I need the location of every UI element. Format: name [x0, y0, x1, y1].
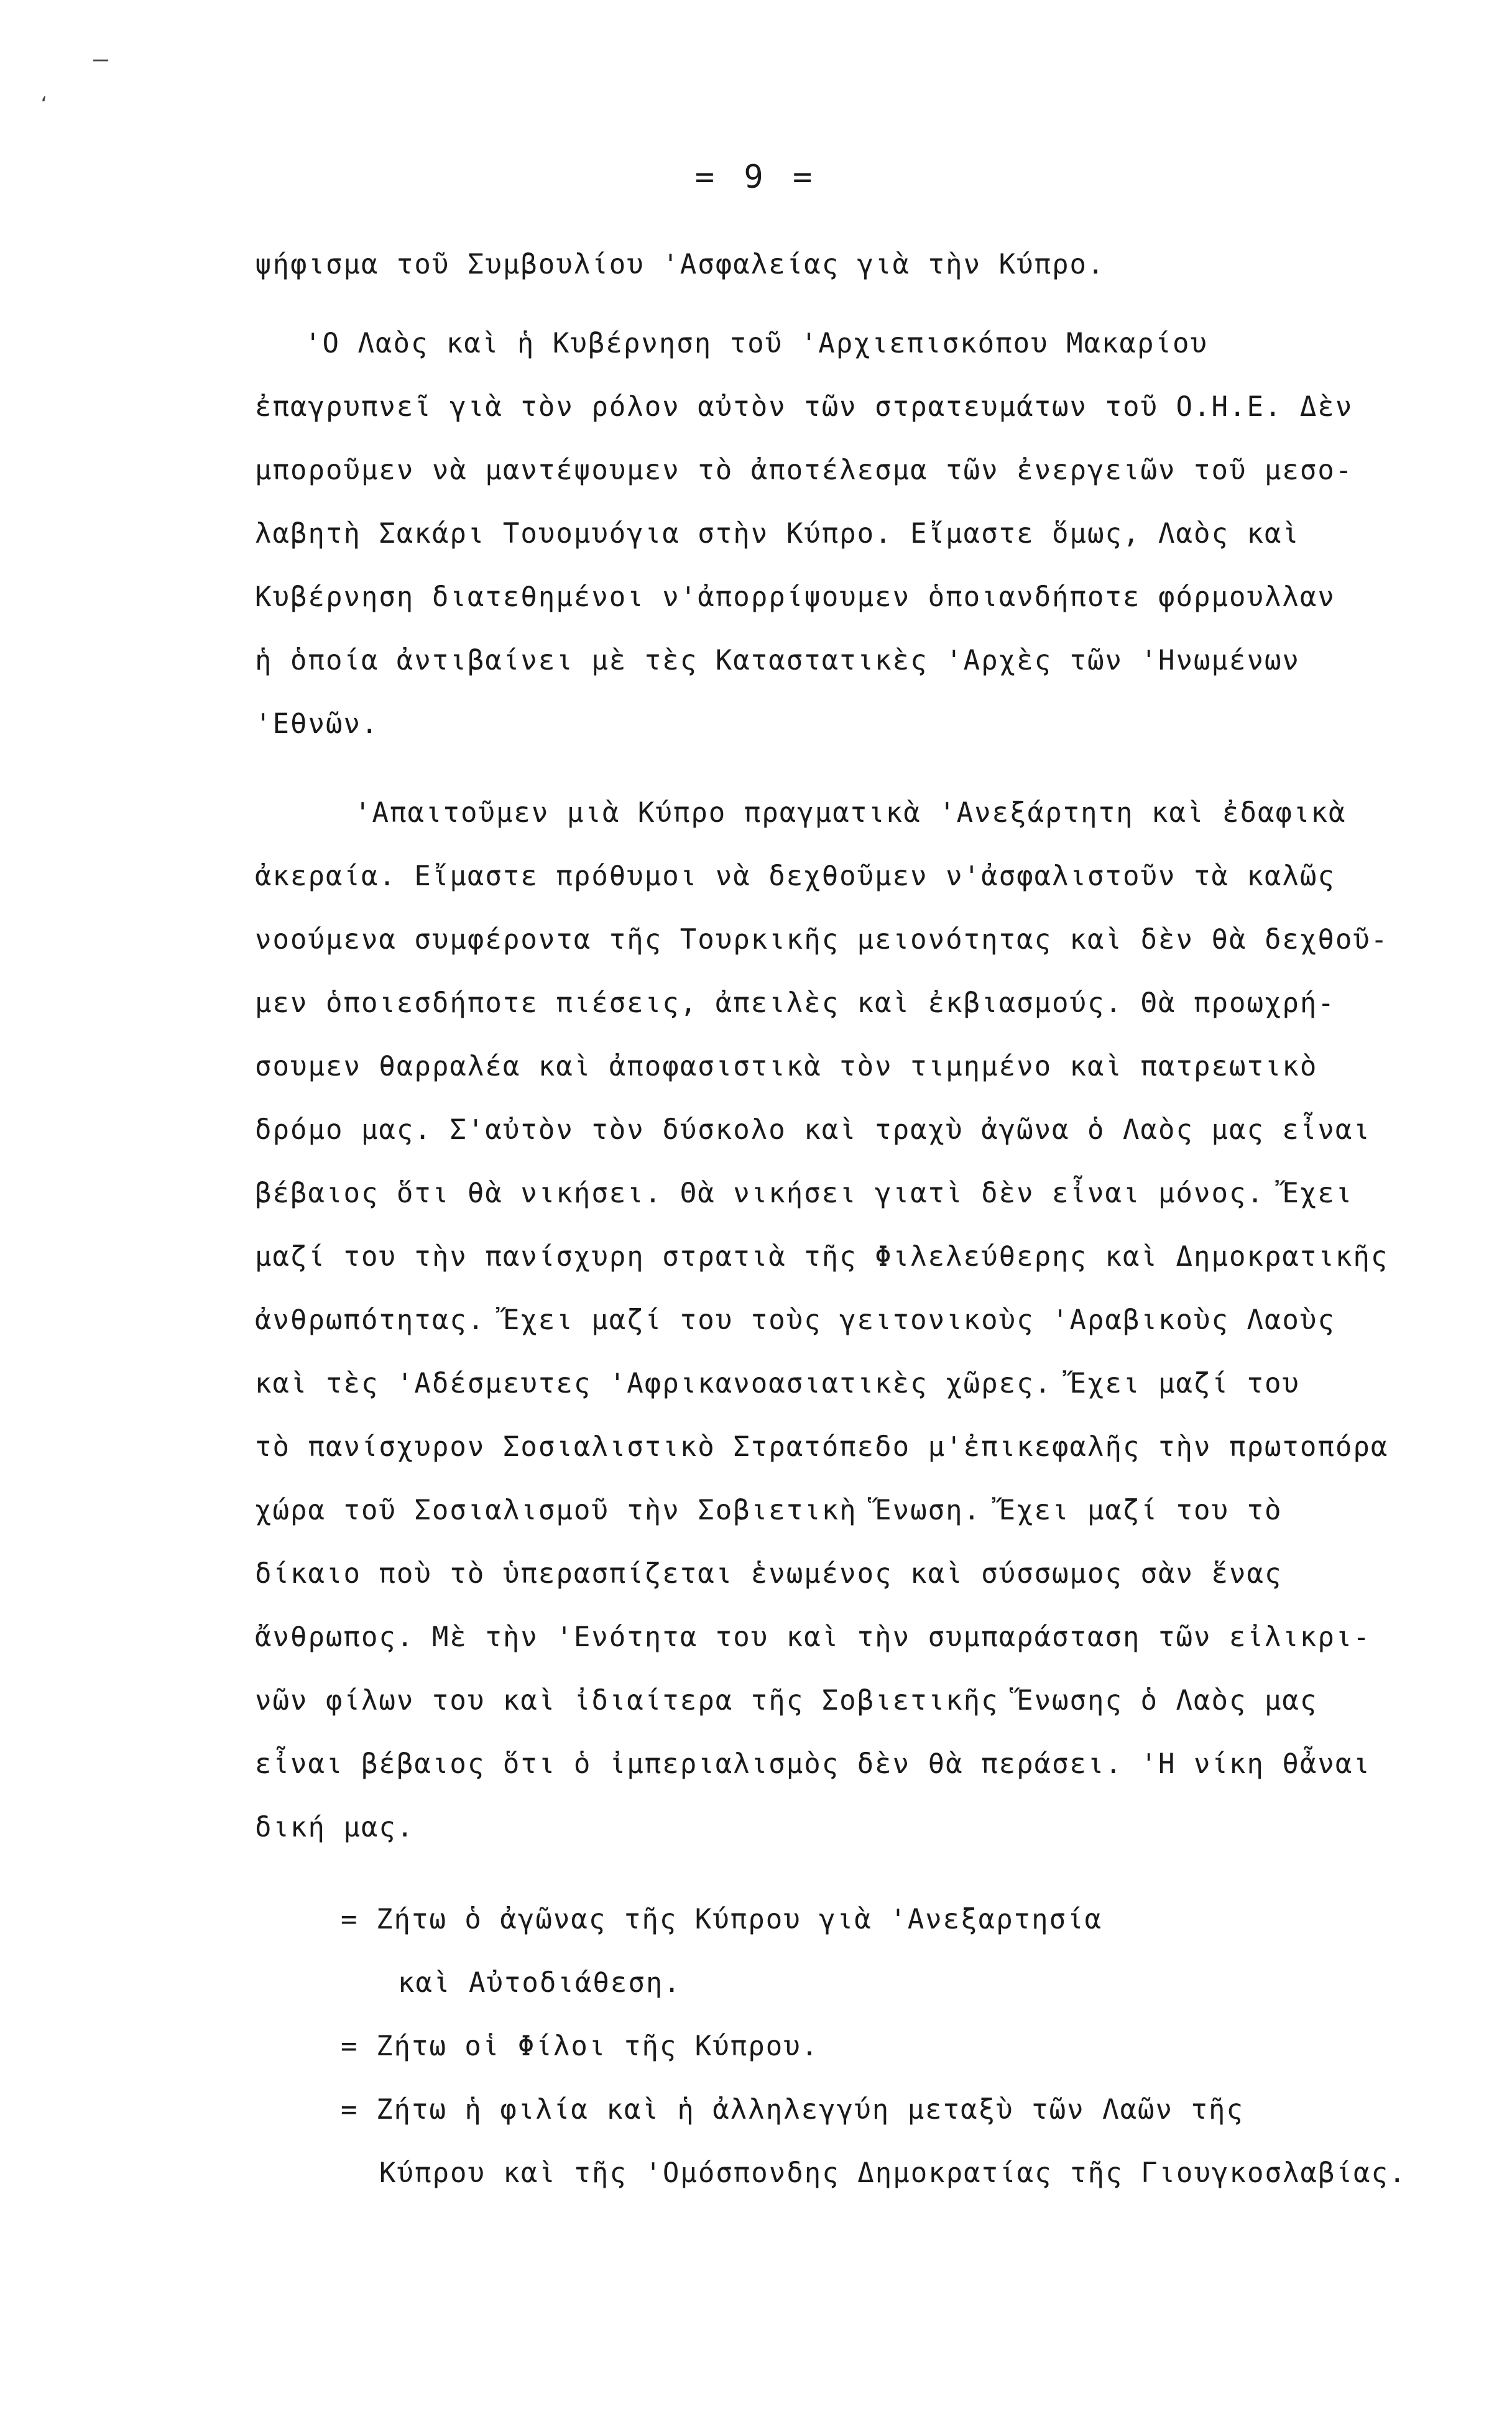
text-line: σουμεν θαρραλέα καὶ ἀποφασιστικὰ τὸν τιμημένο καὶ πατρεωτικὸ	[255, 1051, 1318, 1082]
margin-mark: –	[93, 45, 109, 73]
text-line: καὶ τὲς 'Αδέσμευτες 'Αφρικανοασιατικὲς χῶρες. Ἔχει μαζί του	[255, 1368, 1300, 1399]
slogan-line: καὶ Αὐτοδιάθεση.	[398, 1967, 681, 1999]
text-line: νοούμενα συμφέροντα τῆς Τουρκικῆς μειονότητας καὶ δὲν θὰ δεχθοῦ-	[255, 924, 1389, 956]
text-line: νῶν φίλων του καὶ ἰδιαίτερα τῆς Σοβιετικῆς Ἕνωσης ὁ Λαὸς μας	[255, 1685, 1318, 1716]
text-line: ἀνθρωπότητας. Ἔχει μαζί του τοὺς γειτονικοὺς 'Αραβικοὺς Λαοὺς	[255, 1304, 1335, 1336]
paragraph-3	[255, 781, 1467, 1859]
text-line: δίκαιο ποὺ τὸ ὑπερασπίζεται ἑνωμένος καὶ σύσσωμος σὰν ἕνας	[255, 1558, 1283, 1590]
text-line: λαβητὴ Σακάρι Τουομυόγια στὴν Κύπρο. Εἴμαστε ὅμως, Λαὸς καὶ	[255, 518, 1300, 550]
text-line: ἄνθρωπος. Μὲ τὴν 'Ενότητα του καὶ τὴν συμπαράσταση τῶν εἰλικρι-	[255, 1621, 1371, 1653]
slogan-line: = Ζήτω οἱ Φίλοι τῆς Κύπρου.	[341, 2030, 819, 2062]
text-line: μαζί του τὴν πανίσχυρη στρατιὰ τῆς Φιλελεύθερης καὶ Δημοκρατικῆς	[255, 1241, 1389, 1273]
text-line: 'Απαιτοῦμεν μιὰ Κύπρο πραγματικὰ 'Ανεξάρτητη καὶ ἐδαφικὰ	[354, 797, 1347, 829]
text-line: δική μας.	[255, 1812, 415, 1843]
text-line: Κυβέρνηση διατεθημένοι ν'ἀπορρίψουμεν ὁποιανδήποτε φόρμουλλαν	[255, 581, 1335, 613]
paragraph-2	[255, 312, 1467, 756]
text-line: χώρα τοῦ Σοσιαλισμοῦ τὴν Σοβιετικὴ Ἕνωση. Ἔχει μαζί του τὸ	[255, 1495, 1283, 1526]
text-line: εἶναι βέβαιος ὅτι ὁ ἰμπεριαλισμὸς δὲν θὰ περάσει. 'Η νίκη θἆναι	[255, 1748, 1371, 1780]
paragraph-1	[255, 233, 1467, 297]
text-line: ἐπαγρυπνεῖ γιὰ τὸν ρόλον αὐτὸν τῶν στρατευμάτων τοῦ Ο.Η.Ε. Δὲν	[255, 391, 1353, 423]
text-line: μποροῦμεν νὰ μαντέψουμεν τὸ ἀποτέλεσμα τῶν ἐνεργειῶν τοῦ μεσο-	[255, 454, 1353, 486]
slogan-line: = Ζήτω ἡ φιλία καὶ ἡ ἀλληλεγγύη μεταξὺ τῶν Λαῶν τῆς	[341, 2094, 1245, 2126]
slogan-list	[341, 1888, 1491, 2205]
text-line: ψήφισμα τοῦ Συμβουλίου 'Ασφαλείας γιὰ τὴν Κύπρο.	[255, 249, 1105, 280]
text-line: 'Ο Λαὸς καὶ ἡ Κυβέρνηση τοῦ 'Αρχιεπισκόπου Μακαρίου	[305, 328, 1209, 359]
text-line: δρόμο μας. Σ'αὐτὸν τὸν δύσκολο καὶ τραχὺ ἀγῶνα ὁ Λαὸς μας εἶναι	[255, 1114, 1371, 1146]
text-line: 'Εθνῶν.	[255, 708, 379, 740]
text-line: μεν ὁποιεσδήποτε πιέσεις, ἀπειλὲς καὶ ἐκβιασμούς. Θὰ προωχρή-	[255, 987, 1335, 1019]
text-line: ἀκεραία. Εἴμαστε πρόθυμοι νὰ δεχθοῦμεν ν'ἀσφαλιστοῦν τὰ καλῶς	[255, 860, 1335, 892]
page-number: = 9 =	[694, 159, 818, 196]
margin-mark-small: ‘	[39, 93, 49, 114]
text-line: βέβαιος ὅτι θὰ νικήσει. Θὰ νικήσει γιατὶ δὲν εἶναι μόνος. Ἔχει	[255, 1177, 1353, 1209]
text-line: ἡ ὁποία ἀντιβαίνει μὲ τὲς Καταστατικὲς 'Αρχὲς τῶν 'Ηνωμένων	[255, 645, 1300, 676]
slogan-line: Κύπρου καὶ τῆς 'Ομόσπονδης Δημοκρατίας τῆς Γιουγκοσλαβίας.	[379, 2157, 1407, 2189]
text-line: τὸ πανίσχυρον Σοσιαλιστικὸ Στρατόπεδο μ'ἐπικεφαλῆς τὴν πρωτοπόρα	[255, 1431, 1389, 1463]
slogan-line: = Ζήτω ὁ ἀγῶνας τῆς Κύπρου γιὰ 'Ανεξαρτησία	[341, 1904, 1103, 1935]
